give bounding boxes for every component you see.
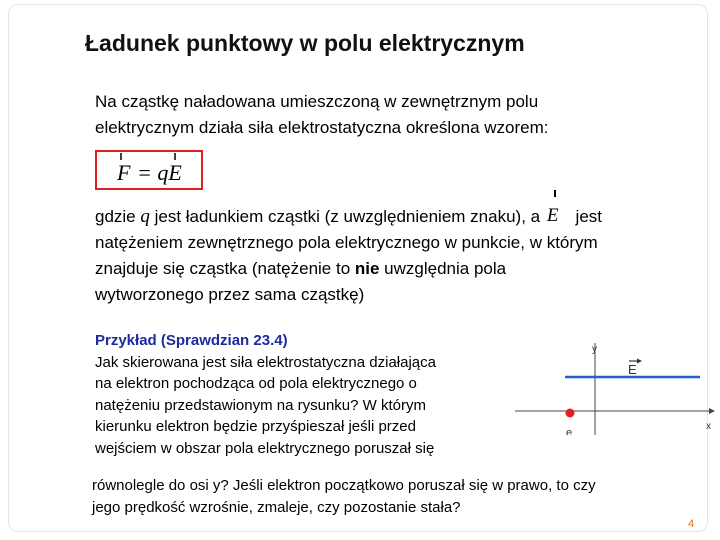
intro-text bbox=[95, 89, 695, 141]
description-line: wytworzonego przez sama cząstkę) bbox=[95, 285, 365, 304]
formula-box bbox=[95, 150, 203, 190]
example-block bbox=[95, 330, 436, 459]
example-line: kierunku elektron będzie przyśpieszał jeśli przed bbox=[95, 418, 416, 435]
electron-label: e bbox=[566, 427, 573, 435]
field-symbol bbox=[545, 204, 571, 224]
description-line bbox=[95, 204, 695, 230]
example-heading: Przykład (Sprawdzian 23.4) bbox=[95, 332, 288, 349]
intro-line: Na cząstkę naładowana umieszczoną w zewnętrznym polu bbox=[95, 92, 539, 111]
field-label-arrow-icon bbox=[637, 359, 642, 364]
field-symbol-letter: E bbox=[546, 205, 559, 226]
description-paragraph bbox=[95, 204, 695, 308]
example-line: Jak skierowana jest siła elektrostatyczna działająca bbox=[95, 353, 436, 371]
example-line: na elektron pochodząca od pola elektrycznego o bbox=[95, 375, 417, 392]
electron-dot bbox=[566, 409, 575, 418]
formula-lhs: F bbox=[117, 160, 131, 185]
example-line: natężeniu przedstawionym na rysunku? W którym bbox=[95, 396, 426, 414]
example-line: wejściem w obszar pola elektrycznego poruszał się bbox=[95, 439, 435, 457]
y-axis-label: y bbox=[592, 344, 597, 355]
description-middle: jest ładunkiem cząstki (z uwzględnieniem znaku), a bbox=[149, 207, 545, 226]
description-line bbox=[95, 256, 695, 282]
field-vector-mark bbox=[554, 190, 556, 197]
formula-graphic bbox=[97, 152, 201, 188]
description-line: natężeniem zewnętrznego pola elektrycznego w punkcie, w którym bbox=[95, 233, 598, 252]
charge-symbol: q bbox=[140, 206, 150, 227]
description-text: uwzględnia pola bbox=[379, 259, 507, 278]
page-number: 4 bbox=[688, 518, 695, 530]
example-tail bbox=[92, 475, 596, 518]
description-prefix: gdzie bbox=[95, 207, 141, 226]
slide-title: Ładunek punktowy w polu elektrycznym bbox=[85, 30, 525, 56]
emphasis-text: nie bbox=[354, 259, 380, 278]
example-line: jego prędkość wzrośnie, zmaleje, czy pozostanie stała? bbox=[92, 498, 461, 516]
description-suffix: jest bbox=[570, 207, 603, 226]
x-axis-label: x bbox=[706, 421, 711, 432]
x-axis-arrow-icon bbox=[709, 408, 715, 414]
description-text: znajduje się cząstka (natężenie to bbox=[95, 259, 355, 278]
intro-line: elektrycznym działa siła elektrostatyczna określona wzorem: bbox=[95, 118, 549, 137]
field-label: E bbox=[628, 362, 637, 377]
field-diagram bbox=[515, 335, 715, 435]
example-line: równolegle do osi y? Jeśli elektron początkowo poruszał się w prawo, to czy bbox=[92, 477, 596, 494]
formula-rhs: = qE bbox=[137, 160, 182, 185]
